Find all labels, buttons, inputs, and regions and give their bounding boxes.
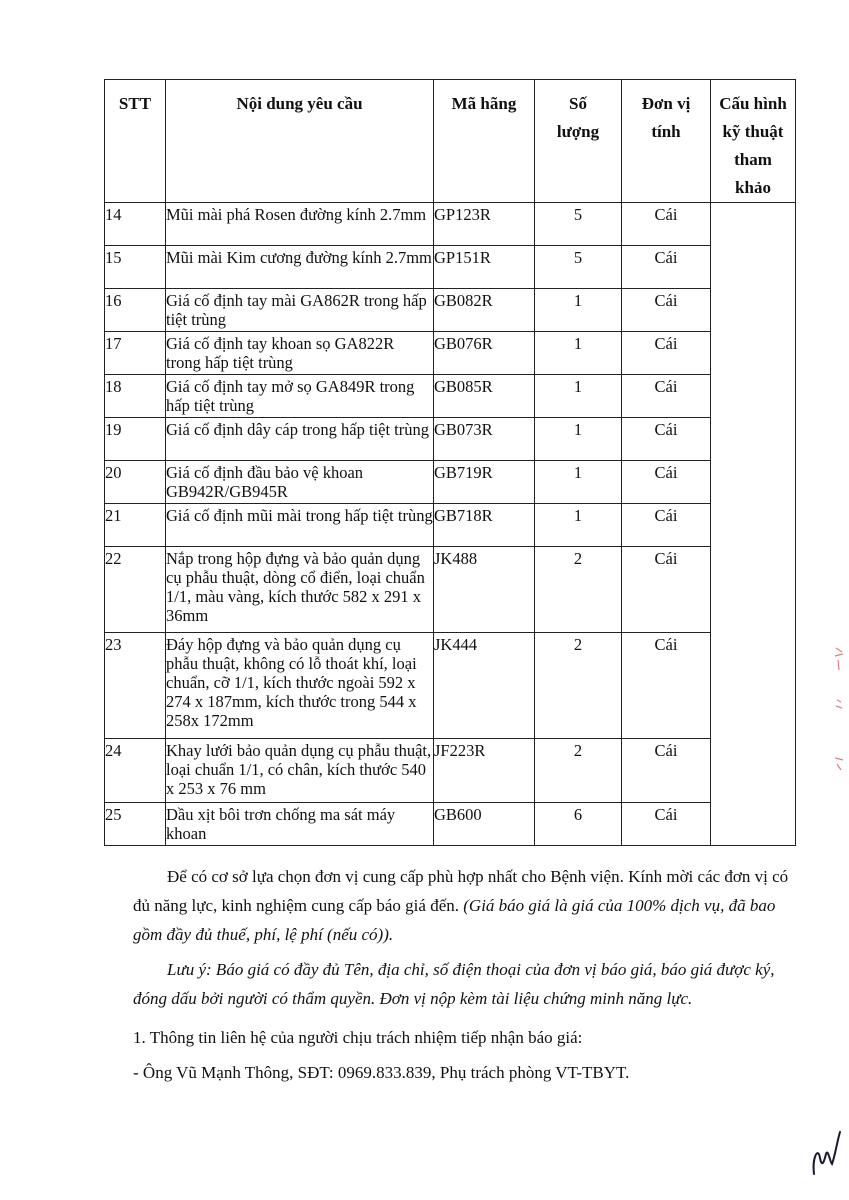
table-row — [105, 418, 796, 461]
cell-content: Giá cố định tay mài GA862R trong hấp tiệt trùng — [166, 289, 434, 332]
cell-content: Giá cố định dây cáp trong hấp tiệt trùng — [166, 418, 434, 461]
cell-unit: Cái — [622, 289, 711, 332]
cell-qty: 2 — [535, 547, 622, 633]
table-row — [105, 332, 796, 375]
cell-code: GB600 — [434, 803, 535, 846]
cell-stt: 16 — [105, 289, 166, 332]
cell-content: Giá cố định mũi mài trong hấp tiệt trùng — [166, 504, 434, 547]
table-row — [105, 375, 796, 418]
cell-code: GP123R — [434, 203, 535, 246]
cell-qty: 5 — [535, 246, 622, 289]
quotation-table — [104, 79, 796, 846]
cell-qty: 6 — [535, 803, 622, 846]
header-qty-line1: Số — [569, 94, 587, 113]
cell-qty: 2 — [535, 739, 622, 803]
table-row — [105, 803, 796, 846]
cell-stt: 18 — [105, 375, 166, 418]
cell-unit: Cái — [622, 246, 711, 289]
cell-content: Giá cố định đầu bảo vệ khoan GB942R/GB945R — [166, 461, 434, 504]
header-config-line1: Cấu hình — [719, 94, 787, 113]
table-row — [105, 547, 796, 633]
cell-code: JF223R — [434, 739, 535, 803]
cell-content: Mũi mài phá Rosen đường kính 2.7mm — [166, 203, 434, 246]
table-header-row — [105, 80, 796, 203]
table-row — [105, 461, 796, 504]
header-unit — [622, 80, 711, 203]
cell-qty: 1 — [535, 289, 622, 332]
header-qty-line2: lượng — [556, 122, 600, 141]
cell-unit: Cái — [622, 547, 711, 633]
cell-stt: 15 — [105, 246, 166, 289]
cell-stt: 21 — [105, 504, 166, 547]
table-row — [105, 633, 796, 739]
intro-paragraph — [133, 862, 793, 949]
cell-code: GB082R — [434, 289, 535, 332]
note-paragraph: Lưu ý: Báo giá có đầy đủ Tên, địa chỉ, số điện thoại của đơn vị báo giá, báo giá được ký, đóng dấu bởi người có thẩm quyền. Đơn vị nộp kèm tài liệu chứng minh năng lực. — [133, 960, 775, 1008]
table-row — [105, 739, 796, 803]
cell-stt: 14 — [105, 203, 166, 246]
cell-qty: 2 — [535, 633, 622, 739]
header-config-line3: tham — [734, 150, 772, 169]
cell-stt: 23 — [105, 633, 166, 739]
table-row — [105, 504, 796, 547]
cell-unit: Cái — [622, 461, 711, 504]
cell-stt: 22 — [105, 547, 166, 633]
cell-unit: Cái — [622, 375, 711, 418]
cell-qty: 1 — [535, 418, 622, 461]
intro-text: Để có cơ sở lựa chọn đơn vị cung cấp phù hợp nhất cho Bệnh viện. Kính mời các đơn vị có đủ năng lực, kinh nghiệm cung cấp báo giá đến. — [133, 867, 789, 915]
cell-code: GB076R — [434, 332, 535, 375]
cell-stt: 20 — [105, 461, 166, 504]
cell-config-merged — [711, 203, 796, 846]
cell-unit: Cái — [622, 418, 711, 461]
table-body — [105, 203, 796, 846]
contact-heading: 1. Thông tin liên hệ của người chịu trách nhiệm tiếp nhận báo giá: — [133, 1028, 583, 1047]
cell-content: Nắp trong hộp đựng và bảo quản dụng cụ phẫu thuật, dòng cổ điển, loại chuẩn 1/1, màu vàng, kích thước 582 x 291 x 36mm — [166, 547, 434, 633]
cell-unit: Cái — [622, 803, 711, 846]
cell-qty: 5 — [535, 203, 622, 246]
cell-code: GP151R — [434, 246, 535, 289]
cell-qty: 1 — [535, 375, 622, 418]
cell-content: Khay lưới bảo quản dụng cụ phẫu thuật, loại chuẩn 1/1, có chân, kích thước 540 x 253 x 76 mm — [166, 739, 434, 803]
cell-code: GB085R — [434, 375, 535, 418]
cell-stt: 19 — [105, 418, 166, 461]
signature-icon — [808, 1128, 842, 1178]
cell-content: Dầu xịt bôi trơn chống ma sát máy khoan — [166, 803, 434, 846]
body-text — [133, 862, 793, 1087]
cell-content: Giá cố định tay khoan sọ GA822R trong hấp tiệt trùng — [166, 332, 434, 375]
intro-italic-text: (Giá báo giá là giá của 100% dịch vụ, đã bao gồm đầy đủ thuế, phí, lệ phí (nếu có)). — [133, 896, 776, 944]
header-content: Nội dung yêu cầu — [166, 80, 434, 203]
header-config-line4: khảo — [735, 178, 771, 197]
cell-unit: Cái — [622, 739, 711, 803]
cell-qty: 1 — [535, 504, 622, 547]
table-row — [105, 289, 796, 332]
cell-qty: 1 — [535, 332, 622, 375]
header-config — [711, 80, 796, 203]
cell-stt: 25 — [105, 803, 166, 846]
header-config-line2: kỹ thuật — [722, 122, 784, 141]
cell-unit: Cái — [622, 633, 711, 739]
cell-stt: 24 — [105, 739, 166, 803]
cell-stt: 17 — [105, 332, 166, 375]
cell-code: JK444 — [434, 633, 535, 739]
cell-code: GB719R — [434, 461, 535, 504]
cell-qty: 1 — [535, 461, 622, 504]
cell-content: Giá cố định tay mở sọ GA849R trong hấp tiệt trùng — [166, 375, 434, 418]
margin-stamp-icon — [832, 640, 846, 780]
cell-code: GB073R — [434, 418, 535, 461]
cell-content: Mũi mài Kim cương đường kính 2.7mm — [166, 246, 434, 289]
header-code: Mã hãng — [434, 80, 535, 203]
cell-code: GB718R — [434, 504, 535, 547]
cell-content: Đáy hộp đựng và bảo quản dụng cụ phẫu thuật, không có lỗ thoát khí, loại chuẩn, cỡ 1/1, kích thước ngoài 592 x 274 x 187mm, kích thước trong 544 x 258x 172mm — [166, 633, 434, 739]
cell-unit: Cái — [622, 332, 711, 375]
table-row — [105, 246, 796, 289]
cell-unit: Cái — [622, 203, 711, 246]
header-unit-line2: tính — [651, 122, 681, 141]
header-qty — [535, 80, 622, 203]
header-unit-line1: Đơn vị — [641, 94, 691, 113]
cell-unit: Cái — [622, 504, 711, 547]
table-row — [105, 203, 796, 246]
contact-line: - Ông Vũ Mạnh Thông, SĐT: 0969.833.839, Phụ trách phòng VT-TBYT. — [133, 1063, 630, 1082]
cell-code: JK488 — [434, 547, 535, 633]
header-stt: STT — [105, 80, 166, 203]
